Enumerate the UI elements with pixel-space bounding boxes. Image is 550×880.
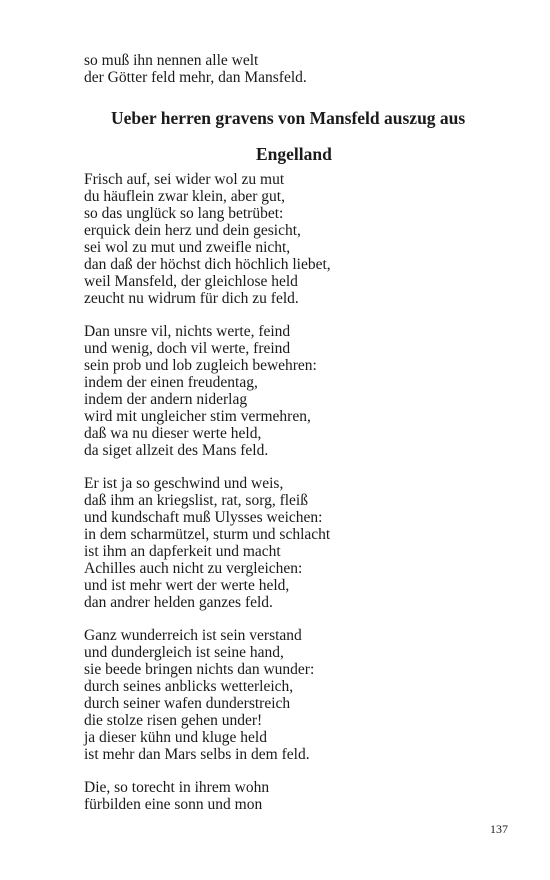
verse-line: und wenig, doch vil werte, freind (84, 340, 291, 357)
verse-line: Ganz wunderreich ist sein verstand (84, 627, 302, 644)
verse-line: weil Mansfeld, der gleichlose held (84, 273, 298, 290)
verse-line: da siget allzeit des Mans feld. (84, 442, 269, 459)
verse-line: indem der andern niderlag (84, 391, 248, 408)
verse-line: Die, so torecht in ihrem wohn (84, 779, 270, 796)
intro-line: der Götter feld mehr, dan Mansfeld. (84, 69, 307, 86)
verse-line: Achilles auch nicht zu vergleichen: (84, 560, 303, 577)
verse-line: ist mehr dan Mars selbs in dem feld. (84, 746, 310, 763)
verse-line: ist ihm an dapferkeit und macht (84, 543, 281, 560)
verse-line: sei wol zu mut und zweifle nicht, (84, 239, 291, 256)
verse-line: wird mit ungleicher stim vermehren, (84, 408, 311, 425)
poem-title-line-1: Ueber herren gravens von Mansfeld auszug aus (111, 108, 466, 128)
verse-line: du häuflein zwar klein, aber gut, (84, 188, 285, 205)
verse-line: und dundergleich ist seine hand, (84, 644, 284, 661)
verse-line: Frisch auf, sei wider wol zu mut (84, 171, 285, 188)
verse-line: und kundschaft muß Ulysses weichen: (84, 509, 323, 526)
verse-line: durch seiner wafen dunderstreich (84, 695, 291, 712)
verse-line: sie beede bringen nichts dan wunder: (84, 661, 315, 678)
poem-title-line-2: Engelland (256, 144, 332, 164)
verse-line: zeucht nu widrum für dich zu feld. (84, 290, 299, 307)
verse-line: ja dieser kühn und kluge held (84, 729, 267, 746)
verse-line: in dem scharmützel, sturm und schlacht (84, 526, 331, 543)
verse-line: dan daß der höchst dich höchlich liebet, (84, 256, 331, 273)
verse-line: die stolze risen gehen under! (84, 712, 263, 729)
verse-line: indem der einen freudentag, (84, 374, 258, 391)
verse-line: fürbilden eine sonn und mon (84, 796, 263, 813)
verse-line: daß wa nu dieser werte held, (84, 425, 262, 442)
verse-line: Dan unsre vil, nichts werte, feind (84, 323, 291, 340)
verse-line: Er ist ja so geschwind und weis, (84, 475, 284, 492)
verse-line: durch seines anblicks wetterleich, (84, 678, 294, 695)
verse-line: daß ihm an kriegslist, rat, sorg, fleiß (84, 492, 308, 509)
verse-line: dan andrer helden ganzes feld. (84, 594, 273, 611)
verse-line: sein prob und lob zugleich bewehren: (84, 357, 317, 374)
intro-line: so muß ihn nennen alle welt (84, 52, 259, 69)
verse-line: so das unglück so lang betrübet: (84, 205, 284, 222)
verse-line: erquick dein herz und dein gesicht, (84, 222, 301, 239)
page-number: 137 (490, 822, 508, 836)
verse-line: und ist mehr wert der werte held, (84, 577, 290, 594)
